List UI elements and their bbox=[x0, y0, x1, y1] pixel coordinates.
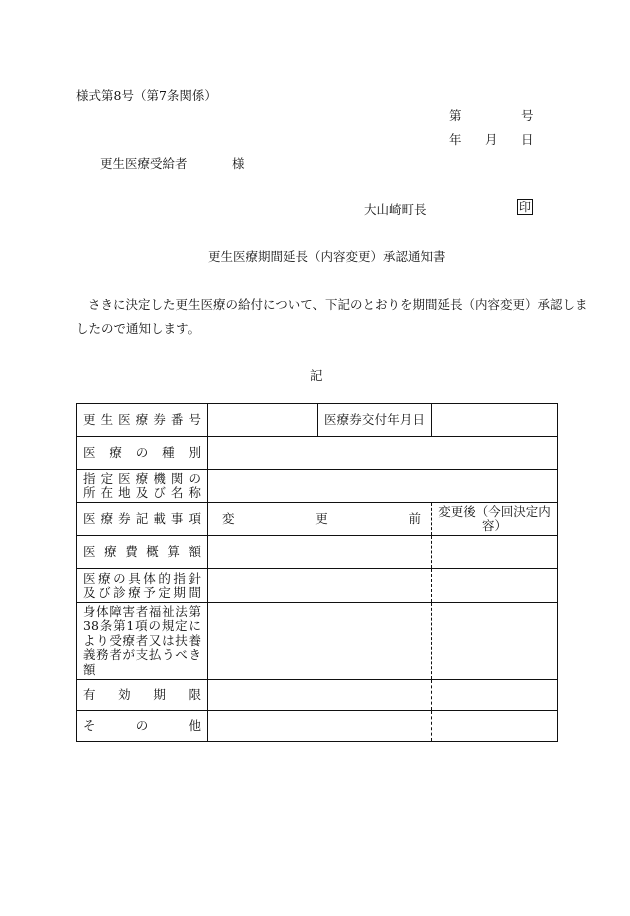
date-month-label: 月 bbox=[485, 132, 498, 147]
table-row-validity bbox=[77, 680, 558, 711]
seal-mark bbox=[517, 199, 533, 215]
field-payment-before[interactable] bbox=[208, 603, 432, 680]
seal-label: 印 bbox=[519, 200, 532, 214]
field-estimated-cost-after[interactable] bbox=[432, 536, 558, 569]
table-row-medical-type bbox=[77, 437, 558, 470]
table-row-ticket-items bbox=[77, 503, 558, 536]
header-after-change: 変更後（今回決定内容） bbox=[432, 503, 558, 536]
table-row-ticket-number bbox=[77, 404, 558, 437]
label-estimated-cost: 医療費概算額 bbox=[77, 536, 208, 569]
field-validity-after[interactable] bbox=[432, 680, 558, 711]
label-validity: 有効期限 bbox=[77, 680, 208, 711]
field-validity-before[interactable] bbox=[208, 680, 432, 711]
field-estimated-cost-before[interactable] bbox=[208, 536, 432, 569]
field-medical-type[interactable] bbox=[208, 437, 558, 470]
label-institution: 指定医療機関の 所在地及び名称 bbox=[77, 470, 208, 503]
field-guidance-after[interactable] bbox=[432, 569, 558, 603]
label-issue-date: 医療券交付年月日 bbox=[318, 404, 432, 437]
header-before-change: 変 更 前 bbox=[208, 503, 432, 536]
field-issue-date[interactable] bbox=[432, 404, 558, 437]
form-number: 様式第8号（第7条関係） bbox=[76, 88, 217, 103]
ki-heading: 記 bbox=[310, 368, 323, 383]
label-guidance: 医療の具体的指針 及び診療予定期間 bbox=[77, 569, 208, 603]
body-text-line2: したので通知します。 bbox=[76, 321, 201, 336]
field-payment-after[interactable] bbox=[432, 603, 558, 680]
field-ticket-number[interactable] bbox=[208, 404, 318, 437]
label-medical-type: 医療の種別 bbox=[77, 437, 208, 470]
body-text-line1: さきに決定した更生医療の給付について、下記のとおりを期間延長（内容変更）承認しま bbox=[88, 297, 588, 312]
table-row-guidance bbox=[77, 569, 558, 603]
document-title: 更生医療期間延長（内容変更）承認通知書 bbox=[208, 249, 446, 264]
field-other-before[interactable] bbox=[208, 711, 432, 742]
form-table bbox=[76, 403, 558, 742]
label-ticket-number: 更生医療券番号 bbox=[77, 404, 208, 437]
table-row-payment bbox=[77, 603, 558, 680]
date-day-label: 日 bbox=[521, 132, 534, 147]
date-year-label: 年 bbox=[449, 132, 462, 147]
label-payment: 身体障害者福祉法第38条第1項の規定により受療者又は扶養義務者が支払うべき額 bbox=[77, 603, 208, 680]
label-ticket-items: 医療券記載事項 bbox=[77, 503, 208, 536]
field-institution[interactable] bbox=[208, 470, 558, 503]
table-row-other bbox=[77, 711, 558, 742]
label-other: その他 bbox=[77, 711, 208, 742]
recipient-label: 更生医療受給者 bbox=[100, 156, 188, 171]
issuer-name: 大山崎町長 bbox=[364, 202, 427, 217]
recipient-honorific: 様 bbox=[232, 156, 245, 171]
table-row-institution bbox=[77, 470, 558, 503]
number-label-left: 第 bbox=[449, 108, 462, 123]
number-label-right: 号 bbox=[521, 108, 534, 123]
field-guidance-before[interactable] bbox=[208, 569, 432, 603]
field-other-after[interactable] bbox=[432, 711, 558, 742]
table-row-estimated-cost bbox=[77, 536, 558, 569]
